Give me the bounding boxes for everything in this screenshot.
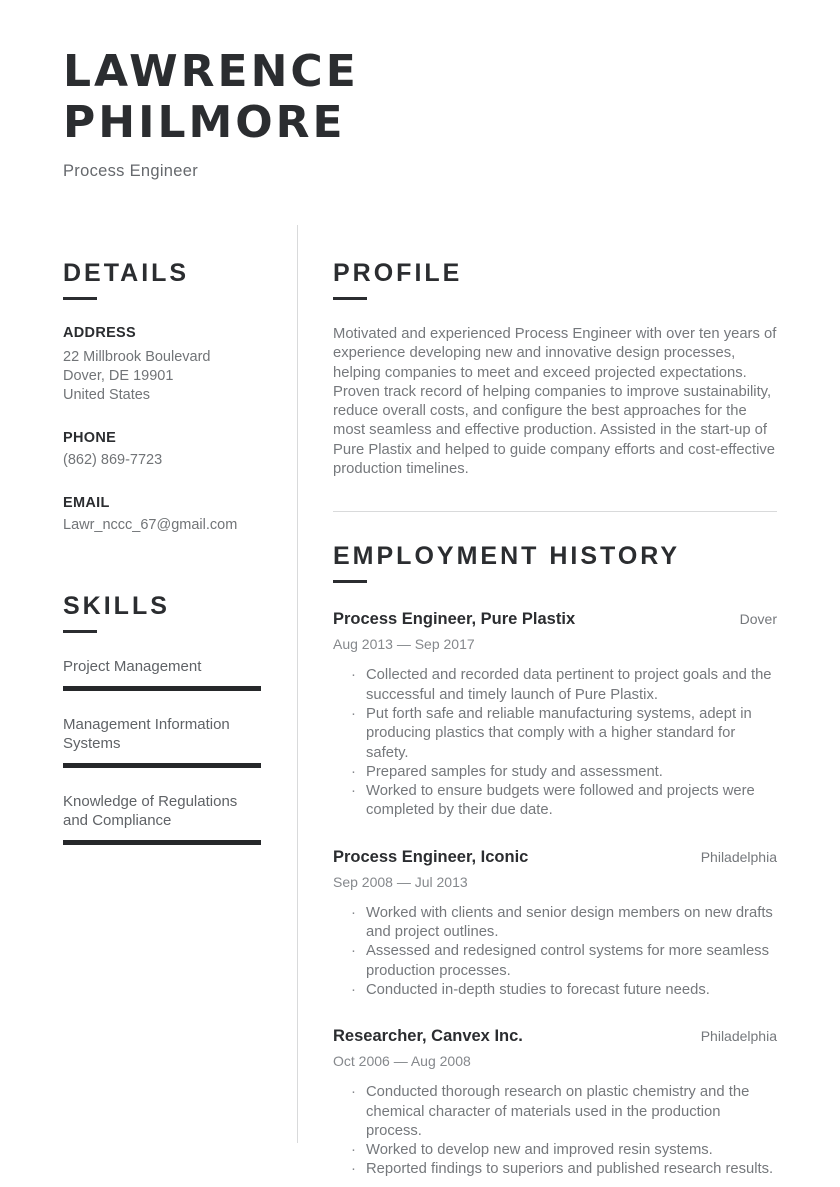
email-value: Lawr_nccc_67@gmail.com [63,517,238,533]
job-location: Philadelphia [700,1028,777,1045]
skill-item [63,715,261,768]
profile-summary: Motivated and experienced Process Engineer with over ten years of experience developing new and innovative design processes, helping companies to meet and exceed projected expectations. Proven track record of helping companies to improve sustainability, reduce overall costs, and configure the best approaches for the most seamless and effective production. Assisted in the start-up of Pure Plastix and helped to guide company efforts and cost-effective production timelines. [333,326,777,478]
skill-item [63,792,261,845]
skills-heading: SKILLS [63,592,170,620]
job-entry [333,848,777,1000]
profile-heading: PROFILE [333,259,463,287]
skill-item [63,657,261,691]
job-title-text: Process Engineer, Pure Plastix [333,610,576,629]
employment-section [333,541,777,1179]
job-bullet: · Assessed and redesigned control systems for more seamless production processes. [349,942,777,981]
main-column [298,225,840,1178]
job-bullet-list [333,1083,777,1179]
skills-section [63,591,261,845]
profile-section [333,258,777,479]
job-bullet: · Reported findings to superiors and published research results. [349,1160,777,1179]
job-dates: Oct 2006 — Aug 2008 [333,1053,471,1070]
job-bullet: · Conducted in-depth studies to forecast future needs. [349,981,777,1000]
job-header [333,610,777,629]
phone-value: (862) 869-7723 [63,452,163,468]
job-header [333,848,777,867]
heading-underline [63,630,97,633]
details-heading: DETAILS [63,259,190,287]
address-line: 22 Millbrook Boulevard [63,349,211,365]
heading-underline [63,297,97,300]
job-bullet: · Worked to develop new and improved resin systems. [349,1141,777,1160]
job-header [333,1027,777,1046]
job-location: Dover [739,611,777,628]
address-line: Dover, DE 19901 [63,368,174,384]
job-entry [333,610,777,820]
heading-underline [333,580,367,583]
email-label: EMAIL [63,495,110,511]
job-bullet-list [333,904,777,1000]
job-bullet: · Conducted thorough research on plastic chemistry and the chemical character of materials used in the production process. [349,1083,777,1141]
skill-level-bar [63,763,261,768]
job-bullet: · Worked with clients and senior design members on new drafts and project outlines. [349,904,777,943]
skill-level-bar [63,686,261,691]
section-divider [333,511,777,512]
candidate-job-title: Process Engineer [63,162,199,180]
job-entry [333,1027,777,1179]
resume-header [63,46,783,181]
address-line: United States [63,387,151,403]
candidate-name: LAWRENCE PHILMORE [63,46,359,148]
heading-underline [333,297,367,300]
skill-name: Knowledge of Regulations and Compliance [63,792,238,829]
job-dates: Aug 2013 — Sep 2017 [333,636,475,653]
skill-name: Management Information Systems [63,715,230,752]
job-title-text: Process Engineer, Iconic [333,847,529,866]
job-dates: Sep 2008 — Jul 2013 [333,873,468,890]
job-bullet: · Put forth safe and reliable manufacturing systems, adept in producing plastics that comply with a higher standard for safety. [349,705,777,763]
address-label: ADDRESS [63,325,136,341]
job-bullet: · Collected and recorded data pertinent to project goals and the successful and timely launch of Pure Plastix. [349,666,777,705]
resume-body [0,225,840,1178]
job-title-text: Researcher, Canvex Inc. [333,1027,523,1046]
job-bullet-list [333,666,777,820]
employment-heading: EMPLOYMENT HISTORY [333,542,681,571]
address-block [63,348,261,405]
job-location: Philadelphia [700,848,777,865]
details-section [63,258,261,535]
job-bullet: · Worked to ensure budgets were followed and projects were completed by their due date. [349,782,777,821]
job-bullet: · Prepared samples for study and assessment. [349,763,777,782]
sidebar-column [0,225,298,1143]
skill-name: Project Management [63,658,202,675]
phone-label: PHONE [63,430,117,446]
skill-level-bar [63,840,261,845]
